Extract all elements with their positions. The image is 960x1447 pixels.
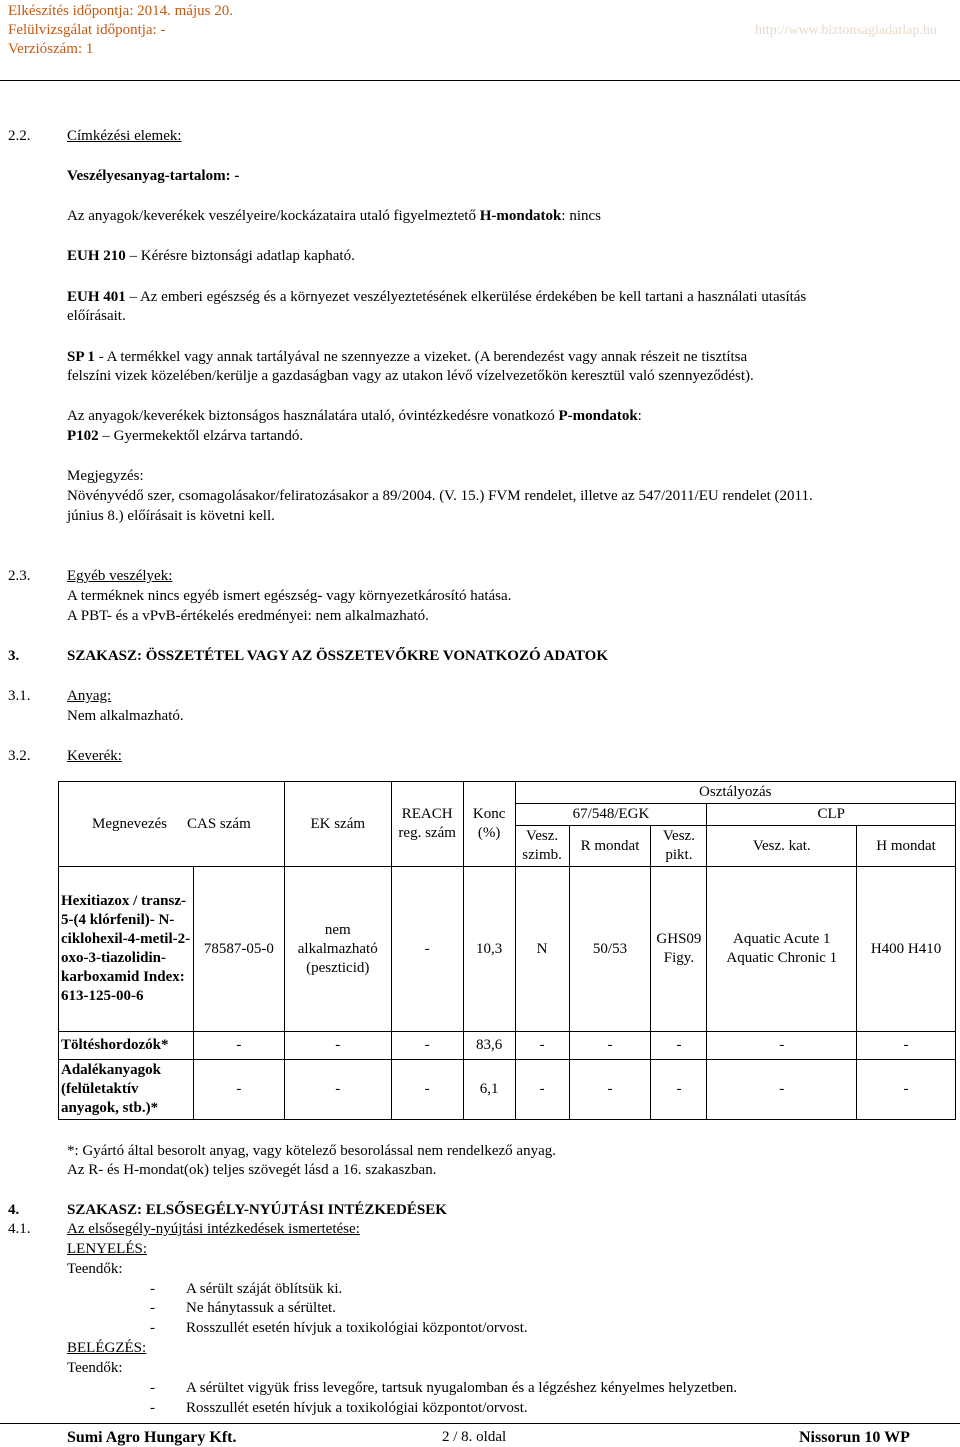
ingestion-title: LENYELÉS: (67, 1241, 147, 1257)
section-number: 3.1. (8, 688, 31, 704)
table-cell: Töltéshordozók* (59, 1032, 194, 1060)
table-cell: nem alkalmazható (peszticid) (284, 867, 391, 1032)
table-cell: - (651, 1032, 707, 1060)
composition-table (58, 781, 956, 1120)
section-title: Keverék: (67, 748, 122, 764)
section-number: 2.3. (8, 568, 31, 584)
h-statements-intro: Az anyagok/keverékek veszélyeire/kockázataira utaló figyelmeztető H-mondatok: nincs (67, 208, 601, 224)
sp1-line: SP 1 - A termékkel vagy annak tartályával ne szennyezze a vizeket. (A berendezést vagy annak részeit ne tisztítsa (67, 349, 748, 365)
table-cell: Adalékanyagok (felületaktív anyagok, stb.)* (59, 1060, 194, 1120)
sp1-line-2: felszíni vizek közelében/kerülje a gazdaságban vagy az utakon lévő vízelvezetőkön keresztül való szennyeződést). (67, 368, 754, 384)
table-cell: - (569, 1032, 651, 1060)
header-review-date: Felülvizsgálat időpontja: - (8, 22, 166, 38)
note-text-2: június 8.) előírásait is követni kell. (67, 508, 275, 524)
pbt-text: A PBT- és a vPvB-értékelés eredményei: nem alkalmazható. (67, 608, 429, 624)
table-cell: 78587-05-0 (193, 867, 284, 1032)
table-cell: Hexitiazox / transz-5-(4 klórfenil)- N-ciklohexil-4-metil-2-oxo-3-tiazolidin-karboxamid Index: 613-125-00-6 (59, 867, 194, 1032)
table-cell: - (515, 1032, 569, 1060)
footer-page-number: 2 / 8. oldal (442, 1429, 507, 1445)
table-cell: - (707, 1060, 857, 1120)
hazard-content: Veszélyesanyag-tartalom: - (67, 168, 240, 184)
table-cell: - (391, 867, 463, 1032)
euh401-line-2: előírásait. (67, 308, 126, 324)
table-cell: 50/53 (569, 867, 651, 1032)
table-cell: 83,6 (463, 1032, 515, 1060)
column-header: Vesz. pikt. (651, 826, 707, 867)
table-cell: GHS09 Figy. (651, 867, 707, 1032)
section-number: 2.2. (8, 128, 31, 144)
column-header: H mondat (857, 826, 956, 867)
table-cell: 10,3 (463, 867, 515, 1032)
header-creation-date: Elkészítés időpontja: 2014. május 20. (8, 3, 233, 19)
table-cell: - (284, 1060, 391, 1120)
table-cell: - (569, 1060, 651, 1120)
note-label: Megjegyzés: (67, 468, 144, 484)
column-header: Megnevezés (92, 815, 167, 832)
column-header: Vesz. kat. (707, 826, 857, 867)
euh210-line: EUH 210 – Kérésre biztonsági adatlap kapható. (67, 248, 355, 264)
header-divider (0, 80, 960, 81)
column-header: R mondat (569, 826, 651, 867)
section-heading: SZAKASZ: ÖSSZETÉTEL VAGY AZ ÖSSZETEVŐKRE VONATKOZÓ ADATOK (67, 648, 608, 664)
column-header: Konc (%) (463, 782, 515, 867)
column-header: EK szám (284, 782, 391, 867)
footer-product: Nissorun 10 WP (799, 1429, 910, 1446)
list-item: - Ne hánytassuk a sérültet. (150, 1300, 336, 1316)
table-cell: N (515, 867, 569, 1032)
section-number: 3.2. (8, 748, 31, 764)
section-number: 4. (8, 1202, 20, 1218)
table-cell: - (284, 1032, 391, 1060)
table-cell: H400 H410 (857, 867, 956, 1032)
table-cell: - (193, 1060, 284, 1120)
table-cell: - (651, 1060, 707, 1120)
other-hazards-text: A terméknek nincs egyéb ismert egészség- vagy környezetkárosító hatása. (67, 588, 512, 604)
table-cell: - (857, 1060, 956, 1120)
list-item: - A sérültet vigyük friss levegőre, tartsuk nyugalomban és a légzéshez kényelmes helyzetben. (150, 1380, 738, 1396)
footer-company: Sumi Agro Hungary Kft. (67, 1429, 237, 1446)
table-cell: - (193, 1032, 284, 1060)
table-cell: Aquatic Acute 1 Aquatic Chronic 1 (707, 867, 857, 1032)
note-text: Növényvédő szer, csomagolásakor/feliratozásakor a 89/2004. (V. 15.) FVM rendelet, illetve az 547/2011/EU rendelet (2011. (67, 488, 813, 504)
section-number: 4.1. (8, 1221, 31, 1237)
todo-label: Teendők: (67, 1261, 123, 1277)
table-cell: - (707, 1032, 857, 1060)
header-name-cas (59, 782, 285, 867)
table-cell: - (391, 1032, 463, 1060)
header-version: Verziószám: 1 (8, 41, 94, 57)
column-header: REACH reg. szám (391, 782, 463, 867)
column-header: 67/548/EGK (515, 804, 707, 826)
footer-divider (0, 1423, 960, 1424)
footnote-line: Az R- és H-mondat(ok) teljes szövegét lásd a 16. szakaszban. (67, 1162, 437, 1178)
section-title: Címkézési elemek: (67, 128, 182, 144)
section-heading: SZAKASZ: ELSŐSEGÉLY-NYÚJTÁSI INTÉZKEDÉSEK (67, 1202, 447, 1218)
column-header: CAS szám (187, 815, 251, 832)
euh401-line: EUH 401 – Az emberi egészség és a környezet veszélyeztetésének elkerülése érdekében be kell tartani a használati utasítás (67, 289, 807, 305)
column-header: Osztályozás (515, 782, 955, 804)
p-statements-intro: Az anyagok/keverékek biztonságos használatára utaló, óvintézkedésre vonatkozó P-mondatok: (67, 408, 642, 424)
footnote-line: *: Gyártó által besorolt anyag, vagy kötelező besorolással nem rendelkező anyag. (67, 1143, 556, 1159)
section-title: Egyéb veszélyek: (67, 568, 173, 584)
table-cell: 6,1 (463, 1060, 515, 1120)
column-header: CLP (707, 804, 956, 826)
todo-label: Teendők: (67, 1360, 123, 1376)
p102-line: P102 – Gyermekektől elzárva tartandó. (67, 428, 304, 444)
substance-text: Nem alkalmazható. (67, 708, 184, 724)
list-item: - Rosszullét esetén hívjuk a toxikológiai központot/orvost. (150, 1320, 528, 1336)
list-item: - Rosszullét esetén hívjuk a toxikológiai központot/orvost. (150, 1400, 528, 1416)
section-title: Anyag: (67, 688, 112, 704)
header-url[interactable]: http://www.biztonsagiadatlap.hu (755, 23, 937, 38)
section-number: 3. (8, 648, 20, 664)
list-item: - A sérült száját öblítsük ki. (150, 1281, 343, 1297)
section-title: Az elsősegély-nyújtási intézkedések ismertetése: (67, 1221, 360, 1237)
table-cell: - (857, 1032, 956, 1060)
table-cell: - (515, 1060, 569, 1120)
column-header: Vesz. szimb. (515, 826, 569, 867)
table-cell: - (391, 1060, 463, 1120)
inhalation-title: BELÉGZÉS: (67, 1340, 147, 1356)
